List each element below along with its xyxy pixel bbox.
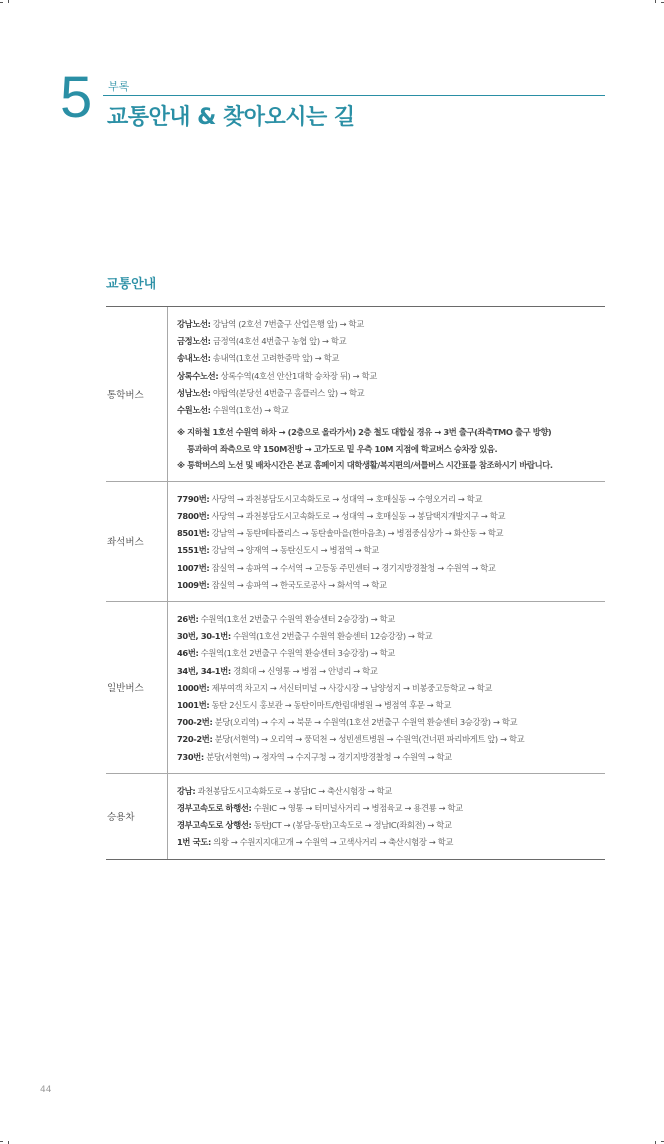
route-path: 수원역(1호선 2번출구 수원역 환승센터 12승강장) → 학교: [230, 631, 433, 642]
transport-table: [106, 306, 605, 860]
route-name: 1번 국도:: [177, 837, 211, 848]
route-line: [177, 680, 605, 697]
category-cell: 승용차: [106, 774, 168, 859]
route-path: 제부여객 차고지 → 서신터미널 → 사강시장 → 남양성지 → 비봉중고등학교 → 학교: [209, 682, 493, 693]
chapter-title: 교통안내 & 찾아오시는 길: [107, 105, 355, 130]
route-line: [177, 800, 605, 817]
route-name: 1009번:: [177, 579, 210, 590]
route-name: 46번:: [177, 648, 199, 659]
route-name: 경부고속도로 상행선:: [177, 820, 252, 831]
route-path: 강남역 → 동탄메타폴리스 → 동탄솔마을(한마음초) → 병점중심상가 → 화산동 → 학교: [209, 528, 504, 539]
chapter-number: 5: [60, 65, 93, 130]
route-line: [177, 333, 605, 350]
route-line: [177, 368, 605, 385]
route-name: 수원노선:: [177, 405, 211, 416]
route-line: [177, 542, 605, 559]
route-path: 잠실역 → 송파역 → 수서역 → 고등동 주민센터 → 경기지방경찰청 → 수원역 → 학교: [209, 562, 496, 573]
route-path: 사당역 → 과천봉담도시고속화도로 → 성대역 → 호매실동 → 봉담택지개발지구 → 학교: [209, 510, 506, 521]
route-line: [177, 749, 605, 766]
crop-mark-top-left: [8, 0, 9, 3]
table-row: [106, 601, 605, 773]
route-line: [177, 645, 605, 662]
route-line: [177, 731, 605, 748]
route-path: 수원역(1호선) → 학교: [210, 405, 289, 416]
route-path: 상록수역(4호선 안산1대학 승차장 뒤) → 학교: [218, 370, 377, 381]
route-line: [177, 834, 605, 851]
route-path: 동탄 2신도시 홍보관 → 동탄이마트/한림대병원 → 병점역 후문 → 학교: [209, 699, 452, 710]
route-path: 강남역 (2호선 7번출구 산업은행 앞) → 학교: [210, 319, 364, 329]
route-path: 송내역(1호선 고려한증막 앞) → 학교: [210, 353, 340, 364]
route-name: 1000번:: [177, 682, 210, 693]
chapter-divider: [103, 95, 605, 96]
route-name: 34번, 34-1번:: [177, 665, 231, 676]
route-name: 8501번:: [177, 528, 210, 539]
route-line: [177, 783, 605, 800]
route-name: 금정노선:: [177, 336, 211, 347]
route-path: 의왕 → 수원지지대고개 → 수원역 → 고색사거리 → 축산시험장 → 학교: [210, 837, 454, 848]
note-line: ※ 지하철 1호선 수원역 하차 → (2층으로 올라가서) 2층 철도 대합실 경유 → 3번 출구(좌측TMO 출구 방향): [177, 427, 552, 438]
table-row: [106, 481, 605, 601]
route-path: 수원IC → 영통 → 터미널사거리 → 병점육교 → 용견룡 → 학교: [251, 802, 463, 813]
route-name: 1551번:: [177, 545, 210, 556]
route-name: 730번:: [177, 751, 204, 762]
route-line: [177, 402, 605, 419]
route-name: 7790번:: [177, 493, 210, 504]
crop-mark-top-left: [0, 2, 3, 3]
route-name: 상록수노선:: [177, 370, 219, 381]
notes-block: [177, 424, 605, 474]
crop-mark-bottom-left: [0, 1141, 3, 1142]
route-path: 사당역 → 과천봉담도시고속화도로 → 성대역 → 호매실동 → 수영오거리 → 학교: [209, 493, 483, 504]
routes-cell: [168, 602, 605, 773]
routes-cell: [168, 482, 605, 601]
route-line: [177, 385, 605, 402]
route-path: 경희대 → 신영통 → 병점 → 안녕리 → 학교: [230, 665, 378, 676]
route-line: [177, 663, 605, 680]
route-name: 26번:: [177, 613, 199, 624]
route-path: 강남역 → 양재역 → 동탄신도시 → 병점역 → 학교: [209, 545, 379, 556]
page-number: 44: [40, 1085, 52, 1095]
route-name: 성남노선:: [177, 387, 211, 398]
crop-mark-top-right: [655, 0, 656, 3]
route-line: [177, 560, 605, 577]
route-line: [177, 491, 605, 508]
category-cell: 일반버스: [106, 602, 168, 773]
note-line: ※ 통학버스의 노선 및 배차시간은 본교 홈페이지 대학생활/복지편의/셔틀버스 시간표를 참조하시기 바랍니다.: [177, 460, 553, 471]
route-path: 금정역(4호선 4번출구 농협 앞) → 학교: [210, 336, 347, 347]
route-path: 분당(오리역) → 수지 → 북문 → 수원역(1호선 2번출구 수원역 환승센터 3승강장) → 학교: [212, 717, 518, 728]
route-line: [177, 577, 605, 594]
table-row: [106, 307, 605, 481]
route-path: 동탄JCT → (봉담-동탄)고속도로 → 정남IC(좌회전) → 학교: [251, 820, 452, 831]
route-line: [177, 525, 605, 542]
routes-cell: [168, 774, 605, 859]
route-line: [177, 316, 605, 333]
route-name: 경부고속도로 하행선:: [177, 802, 252, 813]
route-name: 강남노선:: [177, 319, 211, 329]
route-line: [177, 697, 605, 714]
route-name: 1007번:: [177, 562, 210, 573]
route-name: 700-2번:: [177, 717, 213, 728]
route-name: 1001번:: [177, 699, 210, 710]
route-line: [177, 508, 605, 525]
chapter-label: 부록: [108, 80, 130, 93]
route-path: 잠실역 → 송파역 → 한국도로공사 → 화서역 → 학교: [209, 579, 387, 590]
route-line: [177, 628, 605, 645]
route-name: 720-2번:: [177, 734, 213, 745]
route-name: 강남:: [177, 785, 196, 796]
route-line: [177, 714, 605, 731]
route-path: 분당(서현역) → 오리역 → 풍덕천 → 성빈센트병원 → 수원역(건너편 파리바게트 앞) → 학교: [212, 734, 525, 745]
category-cell: 통학버스: [106, 307, 168, 481]
routes-cell: [168, 307, 605, 481]
route-path: 야탑역(분당선 4번출구 홈플러스 앞) → 학교: [210, 387, 365, 398]
table-row: [106, 773, 605, 859]
route-name: 7800번:: [177, 510, 210, 521]
route-name: 30번, 30-1번:: [177, 631, 231, 642]
route-line: [177, 350, 605, 367]
route-line: [177, 611, 605, 628]
category-cell: 좌석버스: [106, 482, 168, 601]
route-path: 분당(서현역) → 정자역 → 수지구청 → 경기지방경찰청 → 수원역 → 학교: [203, 751, 452, 762]
route-path: 수원역(1호선 2번출구 수원역 환승센터 2승강장) → 학교: [198, 613, 395, 624]
note-line: 통과하여 좌측으로 약 150M전방 → 고가도로 밑 우측 10M 지점에 학교버스 승차장 있음.: [187, 443, 498, 454]
section-title: 교통안내: [106, 277, 157, 292]
route-name: 송내노선:: [177, 353, 211, 364]
route-path: 과천봉담도시고속화도로 → 봉담IC → 축산시험장 → 학교: [195, 785, 392, 796]
route-path: 수원역(1호선 2번출구 수원역 환승센터 3승강장) → 학교: [198, 648, 395, 659]
route-line: [177, 817, 605, 834]
